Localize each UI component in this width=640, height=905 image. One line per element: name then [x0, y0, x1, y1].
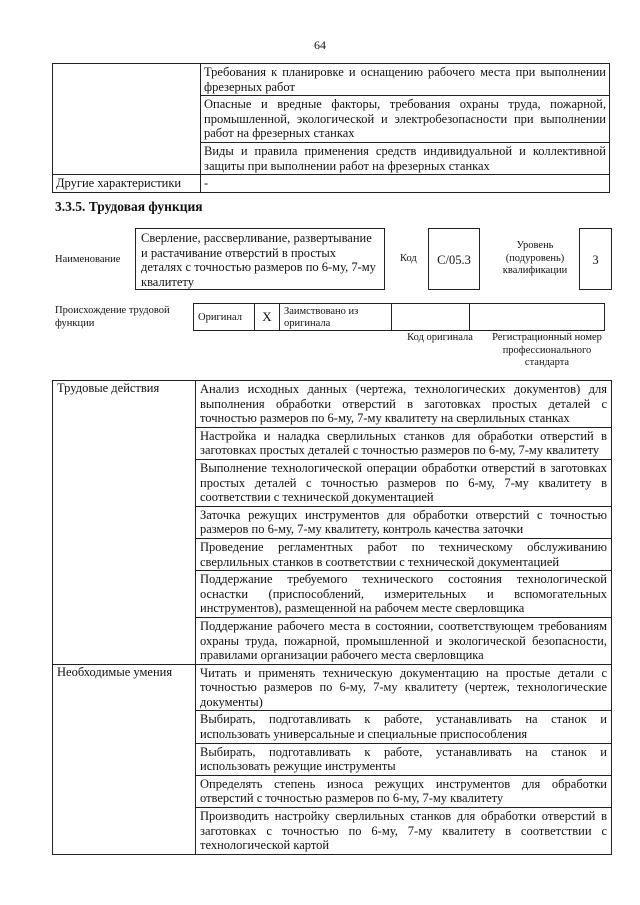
origin-label: Происхождение трудовой функции	[55, 305, 170, 329]
table-row	[53, 381, 612, 428]
name-label: Наименование	[55, 254, 121, 265]
top-continuation-table	[52, 63, 610, 193]
skill-item: Определять степень износа режущих инструментов для обработки отверстий с точностью размеров по 6-му, 7-му квалитету	[196, 775, 612, 807]
section-title: 3.3.5. Трудовая функция	[55, 199, 203, 214]
function-name-box: Сверление, рассверливание, развертывание и растачивание отверстий в простых деталях с точностью размеров по 6-му, 7-му квалитету	[135, 228, 385, 290]
required-skills-label: Необходимые умения	[53, 664, 196, 854]
skill-item: Читать и применять техническую документацию на простые детали с точностью размеров по 6-му, 7-му квалитету (чертеж, технологические документы)	[196, 664, 612, 711]
labor-action-item: Поддержание требуемого технического состояния технологической оснастки (приспособлений, измерительных и вспомогательных инструментов), размещенной на рабочем месте сверловщика	[196, 571, 612, 618]
functions-table	[52, 380, 612, 855]
labor-action-item: Настройка и наладка сверлильных станков для обработки отверстий в заготовках простых деталей с точностью размеров по 6-му, 7-му квалитету	[196, 427, 612, 459]
labor-action-item: Выполнение технологической операции обработки отверстий в заготовках простых деталей с точностью размеров по 6-му, 7-му квалитету в соответствии с технической документацией	[196, 459, 612, 506]
row-label	[53, 64, 201, 175]
skill-item: Производить настройку сверлильных станков для обработки отверстий в заготовках с точностью по 6-му, 7-му квалитету в соответствии с технологической картой	[196, 808, 612, 855]
labor-actions-label: Трудовые действия	[53, 381, 196, 665]
code-original-cell	[392, 304, 470, 331]
reg-number-cell	[470, 304, 605, 331]
code-label: Код	[400, 253, 417, 264]
skill-item: Выбирать, подготавливать к работе, устанавливать на станок и использовать режущие инструменты	[196, 743, 612, 775]
labor-action-item: Заточка режущих инструментов для обработки отверстий с точностью размеров по 6-му, 7-му квалитету, контроль качества заточки	[196, 506, 612, 538]
borrowed-label: Заимствовано из оригинала	[280, 304, 392, 331]
qualification-level-box: 3	[579, 228, 612, 290]
function-code-box: C/05.3	[428, 228, 480, 290]
table-row	[53, 664, 612, 711]
original-label: Оригинал	[194, 304, 255, 331]
original-mark: X	[255, 304, 280, 331]
table-row	[53, 175, 610, 193]
requirement-cell: Виды и правила применения средств индивидуальной и коллективной защиты при выполнении работ на фрезерных станках	[201, 142, 610, 174]
labor-action-item: Проведение регламентных работ по техническому обслуживанию сверлильных станков в соответствии с технической документацией	[196, 538, 612, 570]
labor-action-item: Поддержание рабочего места в состоянии, соответствующем требованиям охраны труда, пожарной, промышленной и экологической безопасности, правилами организации рабочего места сверловщика	[196, 617, 612, 664]
other-characteristics-value: -	[201, 175, 610, 193]
other-characteristics-label: Другие характеристики	[53, 175, 201, 193]
requirement-cell: Опасные и вредные факторы, требования охраны труда, пожарной, промышленной, экологической и электробезопасности при выполнении работ на фрезерных станках	[201, 96, 610, 143]
labor-action-item: Анализ исходных данных (чертежа, технологических документов) для выполнения обработки отверстий в заготовках простых деталей с точностью размеров по 6-му, 7-му квалитету на сверлильных станках	[196, 381, 612, 428]
origin-table	[193, 303, 605, 331]
requirement-cell: Требования к планировке и оснащению рабочего места при выполнении фрезерных работ	[201, 64, 610, 96]
skill-item: Выбирать, подготавливать к работе, устанавливать на станок и использовать универсальные и специальные приспособления	[196, 711, 612, 743]
code-original-label: Код оригинала	[407, 332, 473, 343]
page-number: 64	[314, 38, 326, 52]
qualification-level-label: Уровень (подуровень) квалификации	[502, 240, 568, 276]
reg-number-label: Регистрационный номер профессионального стандарта	[492, 332, 602, 368]
table-row	[53, 64, 610, 96]
